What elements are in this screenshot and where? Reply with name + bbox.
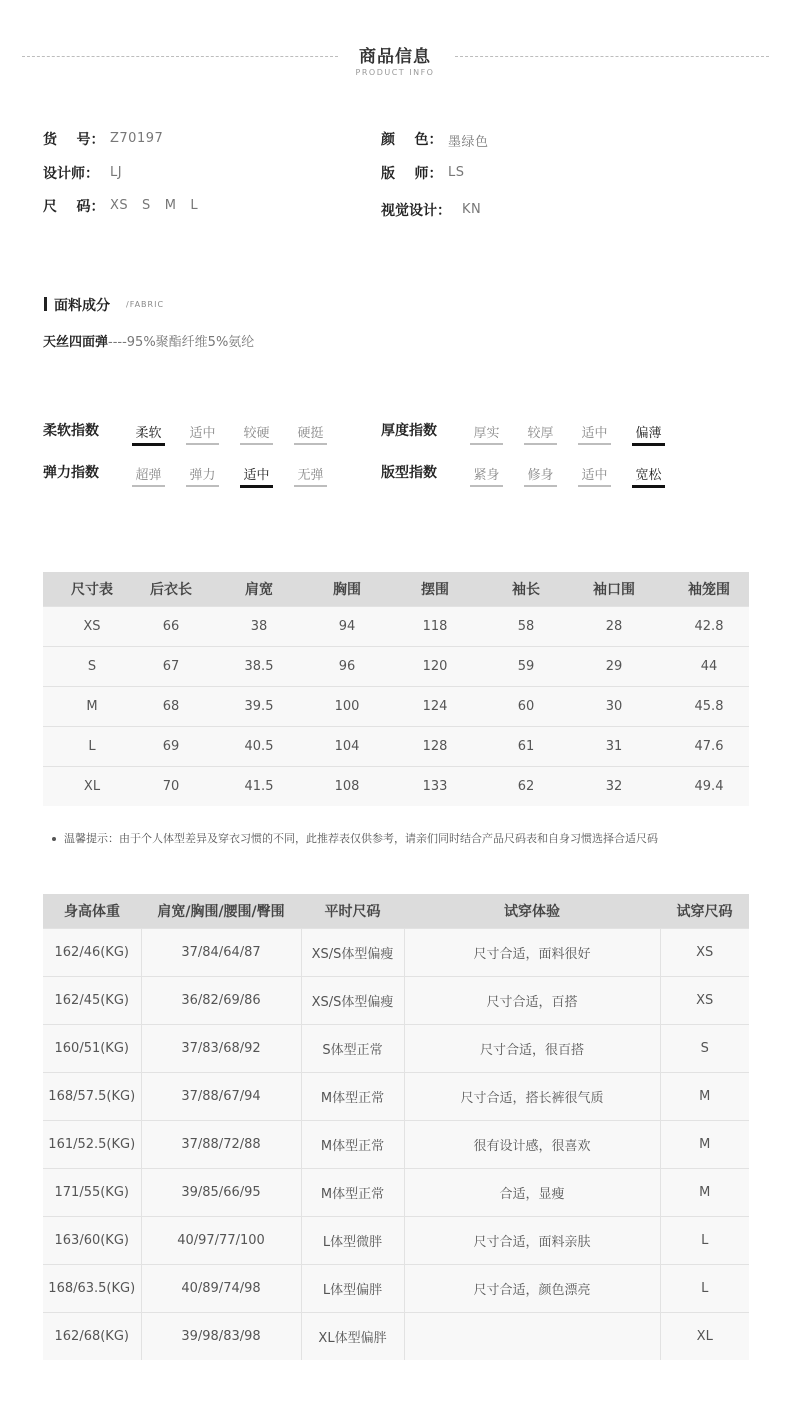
table-cell: 68 [141, 687, 201, 727]
table-row [43, 929, 749, 977]
table-cell: 合适，显瘦 [404, 1169, 660, 1217]
fabric-title: 面料成分 [54, 298, 110, 314]
thickness-option: 较厚 [524, 422, 557, 445]
silhouette-option: 宽松 [632, 464, 665, 488]
table-cell: 49.4 [669, 767, 749, 807]
table-cell: 162/68(KG) [43, 1313, 141, 1361]
table-cell [404, 1313, 660, 1361]
table-cell: 40/89/74/98 [141, 1265, 301, 1313]
fabric-composition-text: ----95%聚酯纤维5%氨纶 [108, 335, 255, 350]
table-cell: 38.5 [201, 647, 317, 687]
table-cell: 38 [201, 607, 317, 647]
table-cell: 37/88/72/88 [141, 1121, 301, 1169]
table-row [43, 1073, 749, 1121]
table-row [43, 1265, 749, 1313]
elasticity-index-label: 弹力指数 [43, 465, 99, 481]
table-cell: 尺寸合适，面料亲肤 [404, 1217, 660, 1265]
table-cell: 94 [317, 607, 377, 647]
elasticity-option: 弹力 [186, 464, 219, 487]
table-cell: 39/98/83/98 [141, 1313, 301, 1361]
bullet-icon [52, 837, 56, 841]
softness-option: 较硬 [240, 422, 273, 445]
size-chart-header-cell: 摆围 [377, 572, 493, 607]
table-cell: 62 [493, 767, 559, 807]
table-row [43, 727, 749, 767]
table-cell: 58 [493, 607, 559, 647]
table-cell: 162/46(KG) [43, 929, 141, 977]
table-cell: 162/45(KG) [43, 977, 141, 1025]
table-cell: 28 [559, 607, 669, 647]
table-cell: 41.5 [201, 767, 317, 807]
table-cell: L [43, 727, 141, 767]
size-chart-header [43, 572, 749, 607]
fabric-marker [44, 297, 47, 311]
size-chart-header-cell: 胸围 [317, 572, 377, 607]
table-cell: 37/84/64/87 [141, 929, 301, 977]
elasticity-option: 无弹 [294, 464, 327, 487]
table-cell: 40/97/77/100 [141, 1217, 301, 1265]
table-cell: 40.5 [201, 727, 317, 767]
size-chart-header-cell: 肩宽 [201, 572, 317, 607]
fabric-composition [43, 331, 254, 350]
table-cell: 42.8 [669, 607, 749, 647]
table-cell: 118 [377, 607, 493, 647]
fabric-name: 天丝四面弹 [43, 335, 109, 350]
table-cell: 44 [669, 647, 749, 687]
silhouette-option: 紧身 [470, 464, 503, 487]
table-cell: 37/83/68/92 [141, 1025, 301, 1073]
table-cell: 66 [141, 607, 201, 647]
table-cell: M体型正常 [301, 1121, 404, 1169]
tryon-header [43, 894, 749, 929]
table-cell: XL体型偏胖 [301, 1313, 404, 1361]
elasticity-option: 超弹 [132, 464, 165, 487]
elasticity-option: 适中 [240, 464, 273, 488]
table-cell: 尺寸合适，很百搭 [404, 1025, 660, 1073]
table-row [43, 1217, 749, 1265]
size-chart-header-cell: 袖口围 [559, 572, 669, 607]
item-no-label: 货 号： [43, 132, 105, 148]
table-cell: 168/63.5(KG) [43, 1265, 141, 1313]
table-cell: XL [43, 767, 141, 807]
sizing-tip-text: 温馨提示：由于个人体型差异及穿衣习惯的不同，此推荐表仅供参考，请亲们同时结合产品尺码表和自身习惯选择合适尺码 [64, 832, 658, 845]
color-label: 颜 色： [381, 132, 443, 148]
table-cell: S体型正常 [301, 1025, 404, 1073]
section-subtitle: PRODUCT INFO [355, 68, 435, 77]
tryon-header-cell: 试穿体验 [404, 894, 660, 929]
fabric-subtitle: /FABRIC [126, 300, 165, 309]
table-row [43, 977, 749, 1025]
softness-option: 柔软 [132, 422, 165, 446]
table-cell: 30 [559, 687, 669, 727]
softness-option: 硬挺 [294, 422, 327, 445]
sizes-label: 尺 码： [43, 199, 105, 215]
table-cell: XS [660, 977, 749, 1025]
thickness-option: 厚实 [470, 422, 503, 445]
size-chart-table [43, 572, 749, 806]
table-cell: 108 [317, 767, 377, 807]
table-cell: L [660, 1265, 749, 1313]
table-cell: XS/S体型偏瘦 [301, 929, 404, 977]
table-cell: M体型正常 [301, 1073, 404, 1121]
size-chart-header-cell: 后衣长 [141, 572, 201, 607]
table-row [43, 1025, 749, 1073]
table-cell: 124 [377, 687, 493, 727]
sizing-tip [52, 830, 658, 846]
table-cell: 尺寸合适，颜色漂亮 [404, 1265, 660, 1313]
table-cell: 60 [493, 687, 559, 727]
table-cell: L体型微胖 [301, 1217, 404, 1265]
tryon-table [43, 894, 749, 1360]
thickness-option: 偏薄 [632, 422, 665, 446]
table-cell: 67 [141, 647, 201, 687]
table-cell: 133 [377, 767, 493, 807]
table-cell: 45.8 [669, 687, 749, 727]
table-cell: 尺寸合适，面料很好 [404, 929, 660, 977]
table-cell: S [660, 1025, 749, 1073]
table-cell: 59 [493, 647, 559, 687]
table-row [43, 607, 749, 647]
table-cell: 128 [377, 727, 493, 767]
table-cell: XL [660, 1313, 749, 1361]
table-cell: 61 [493, 727, 559, 767]
softness-index-label: 柔软指数 [43, 423, 99, 439]
table-cell: 163/60(KG) [43, 1217, 141, 1265]
table-cell: 120 [377, 647, 493, 687]
size-chart-header-cell: 袖长 [493, 572, 559, 607]
table-cell: 尺寸合适，百搭 [404, 977, 660, 1025]
table-cell: XS [660, 929, 749, 977]
table-cell: 100 [317, 687, 377, 727]
table-row [43, 1169, 749, 1217]
visual-design-label: 视觉设计： [381, 203, 451, 219]
pattern-maker-label: 版 师： [381, 166, 443, 182]
table-cell: 168/57.5(KG) [43, 1073, 141, 1121]
table-cell: 39.5 [201, 687, 317, 727]
designer-label: 设计师： [43, 166, 99, 182]
table-cell: M体型正常 [301, 1169, 404, 1217]
sizes-value: XS S M L [110, 198, 199, 213]
table-cell: 很有设计感，很喜欢 [404, 1121, 660, 1169]
tryon-header-cell: 身高体重 [43, 894, 141, 929]
table-row [43, 767, 749, 807]
tryon-header-cell: 试穿尺码 [660, 894, 749, 929]
table-cell: 29 [559, 647, 669, 687]
table-cell: M [660, 1169, 749, 1217]
silhouette-index-label: 版型指数 [381, 465, 437, 481]
table-cell: 尺寸合适，搭长裤很气质 [404, 1073, 660, 1121]
silhouette-option: 适中 [578, 464, 611, 487]
table-row [43, 1313, 749, 1361]
table-row [43, 687, 749, 727]
table-cell: M [660, 1121, 749, 1169]
softness-option: 适中 [186, 422, 219, 445]
section-title: 商品信息 [359, 47, 431, 67]
table-cell: 161/52.5(KG) [43, 1121, 141, 1169]
table-cell: 70 [141, 767, 201, 807]
size-chart-header-cell: 尺寸表 [43, 572, 141, 607]
silhouette-option: 修身 [524, 464, 557, 487]
table-row [43, 647, 749, 687]
table-cell: L [660, 1217, 749, 1265]
table-cell: XS [43, 607, 141, 647]
tryon-header-cell: 肩宽/胸围/腰围/臀围 [141, 894, 301, 929]
table-cell: 69 [141, 727, 201, 767]
table-cell: M [660, 1073, 749, 1121]
table-cell: 47.6 [669, 727, 749, 767]
tryon-header-cell: 平时尺码 [301, 894, 404, 929]
item-no-value: Z70197 [110, 131, 164, 146]
table-row [43, 1121, 749, 1169]
table-cell: 104 [317, 727, 377, 767]
table-cell: 32 [559, 767, 669, 807]
table-cell: XS/S体型偏瘦 [301, 977, 404, 1025]
table-cell: 96 [317, 647, 377, 687]
thickness-option: 适中 [578, 422, 611, 445]
table-cell: M [43, 687, 141, 727]
table-cell: 37/88/67/94 [141, 1073, 301, 1121]
table-cell: 31 [559, 727, 669, 767]
table-cell: L体型偏胖 [301, 1265, 404, 1313]
table-cell: 39/85/66/95 [141, 1169, 301, 1217]
table-cell: 160/51(KG) [43, 1025, 141, 1073]
table-cell: 36/82/69/86 [141, 977, 301, 1025]
color-value: 墨绿色 [448, 135, 489, 150]
table-cell: 171/55(KG) [43, 1169, 141, 1217]
visual-design-value: KN [462, 202, 482, 217]
table-cell: S [43, 647, 141, 687]
designer-value: LJ [110, 165, 123, 180]
thickness-index-label: 厚度指数 [381, 423, 437, 439]
pattern-maker-value: LS [448, 165, 465, 180]
size-chart-header-cell: 袖笼围 [669, 572, 749, 607]
